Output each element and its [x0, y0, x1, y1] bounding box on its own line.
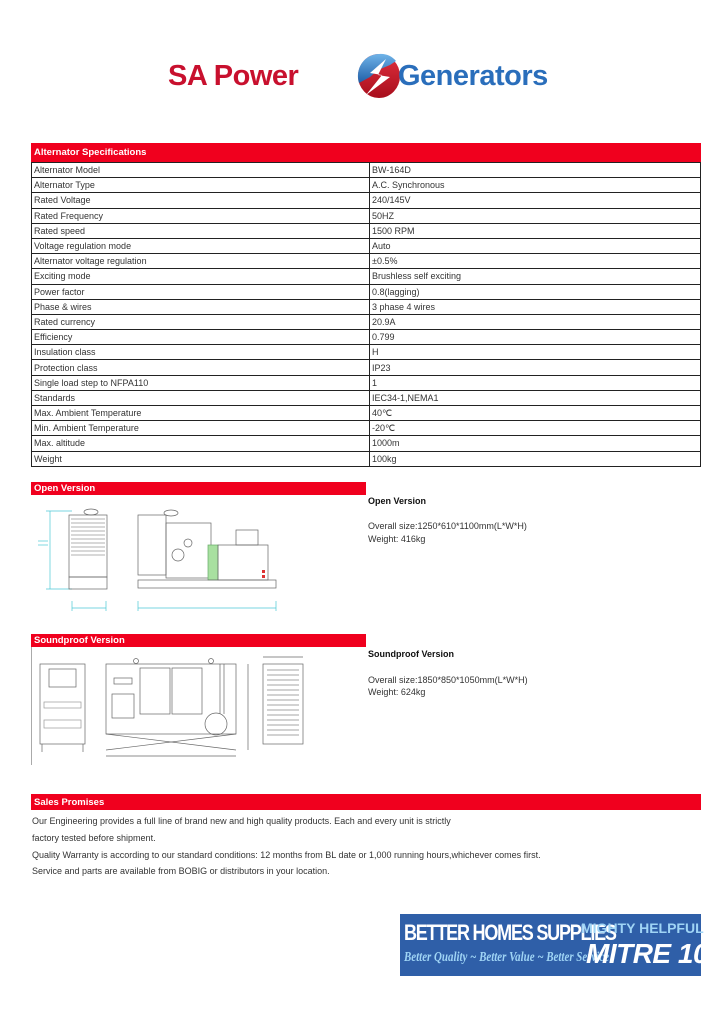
spec-value: 240/145V [370, 193, 701, 208]
spec-label: Standards [32, 390, 370, 405]
table-row [32, 163, 701, 178]
table-row [32, 193, 701, 208]
spec-label: Power factor [32, 284, 370, 299]
table-row [32, 451, 701, 466]
lightning-swoosh-icon [356, 51, 402, 101]
table-row [32, 345, 701, 360]
spec-value: BW-164D [370, 163, 701, 178]
table-row [32, 314, 701, 329]
company-logo [168, 56, 568, 102]
table-row [32, 208, 701, 223]
soundproof-version-size: Overall size:1850*850*1050mm(L*W*H) [368, 675, 528, 685]
table-row [32, 406, 701, 421]
open-version-size: Overall size:1250*610*1100mm(L*W*H) [368, 521, 527, 531]
table-row [32, 360, 701, 375]
table-row [32, 390, 701, 405]
spec-label: Alternator voltage regulation [32, 254, 370, 269]
soundproof-version-title: Soundproof Version [368, 649, 455, 659]
spec-label: Single load step to NFPA110 [32, 375, 370, 390]
spec-label: Phase & wires [32, 299, 370, 314]
sales-promises-section-header: Sales Promises [31, 794, 701, 810]
sales-promise-line: Our Engineering provides a full line of brand new and high quality products. Each and every unit is strictly [32, 816, 451, 826]
banner-retailer-name: BETTER HOMES SUPPLIES [404, 920, 616, 945]
table-row [32, 254, 701, 269]
logo-text-generators: Generators [398, 60, 548, 92]
soundproof-section-divider [31, 647, 32, 765]
spec-label: Rated speed [32, 223, 370, 238]
open-version-title: Open Version [368, 496, 427, 506]
spec-label: Alternator Model [32, 163, 370, 178]
alternator-spec-table [31, 162, 701, 467]
soundproof-version-section-header: Soundproof Version [31, 634, 366, 647]
spec-label: Rated Voltage [32, 193, 370, 208]
spec-value: Brushless self exciting [370, 269, 701, 284]
spec-label: Max. altitude [32, 436, 370, 451]
retailer-banner [400, 914, 709, 976]
spec-label: Protection class [32, 360, 370, 375]
spec-value: A.C. Synchronous [370, 178, 701, 193]
table-row [32, 299, 701, 314]
table-row [32, 436, 701, 451]
sales-promise-line: factory tested before shipment. [32, 833, 156, 843]
spec-value: 3 phase 4 wires [370, 299, 701, 314]
spec-value: 0.799 [370, 330, 701, 345]
spec-value: 50HZ [370, 208, 701, 223]
table-row [32, 375, 701, 390]
spec-label: Min. Ambient Temperature [32, 421, 370, 436]
spec-label: Max. Ambient Temperature [32, 406, 370, 421]
open-version-drawing [36, 505, 296, 615]
sales-promise-line: Quality Warranty is according to our standard conditions: 12 months from BL date or 1,000 running hours,whichever comes first. [32, 850, 541, 860]
table-row [32, 238, 701, 253]
spec-value: 40℃ [370, 406, 701, 421]
soundproof-version-drawing [36, 652, 326, 762]
table-row [32, 178, 701, 193]
sales-promise-line: Service and parts are available from BOBIG or distributors in your location. [32, 866, 330, 876]
spec-value: Auto [370, 238, 701, 253]
spec-label: Voltage regulation mode [32, 238, 370, 253]
spec-value: 1000m [370, 436, 701, 451]
specs-section-header: Alternator Specifications [31, 143, 701, 162]
table-row [32, 421, 701, 436]
spec-value: IP23 [370, 360, 701, 375]
spec-value: H [370, 345, 701, 360]
spec-label: Rated currency [32, 314, 370, 329]
spec-value: 1500 RPM [370, 223, 701, 238]
open-version-section-header: Open Version [31, 482, 366, 495]
spec-value: IEC34-1,NEMA1 [370, 390, 701, 405]
logo-text-sa-power: SA Power [168, 60, 299, 92]
spec-value: 1 [370, 375, 701, 390]
spec-label: Rated Frequency [32, 208, 370, 223]
spec-value: 0.8(lagging) [370, 284, 701, 299]
spec-value: ±0.5% [370, 254, 701, 269]
spec-label: Alternator Type [32, 178, 370, 193]
spec-label: Insulation class [32, 345, 370, 360]
spec-value: -20℃ [370, 421, 701, 436]
table-row [32, 269, 701, 284]
table-row [32, 284, 701, 299]
open-version-weight: Weight: 416kg [368, 534, 426, 544]
soundproof-version-weight: Weight: 624kg [368, 687, 426, 697]
banner-mitre-10-logo: MITRE 10 [586, 938, 709, 969]
table-row [32, 223, 701, 238]
spec-label: Efficiency [32, 330, 370, 345]
spec-value: 20.9A [370, 314, 701, 329]
table-row [32, 330, 701, 345]
banner-tagline: Better Quality ~ Better Value ~ Better Service [404, 950, 610, 965]
banner-mighty-helpful: MIGHTY HELPFUL [581, 920, 704, 936]
spec-label: Exciting mode [32, 269, 370, 284]
spec-value: 100kg [370, 451, 701, 466]
spec-label: Weight [32, 451, 370, 466]
